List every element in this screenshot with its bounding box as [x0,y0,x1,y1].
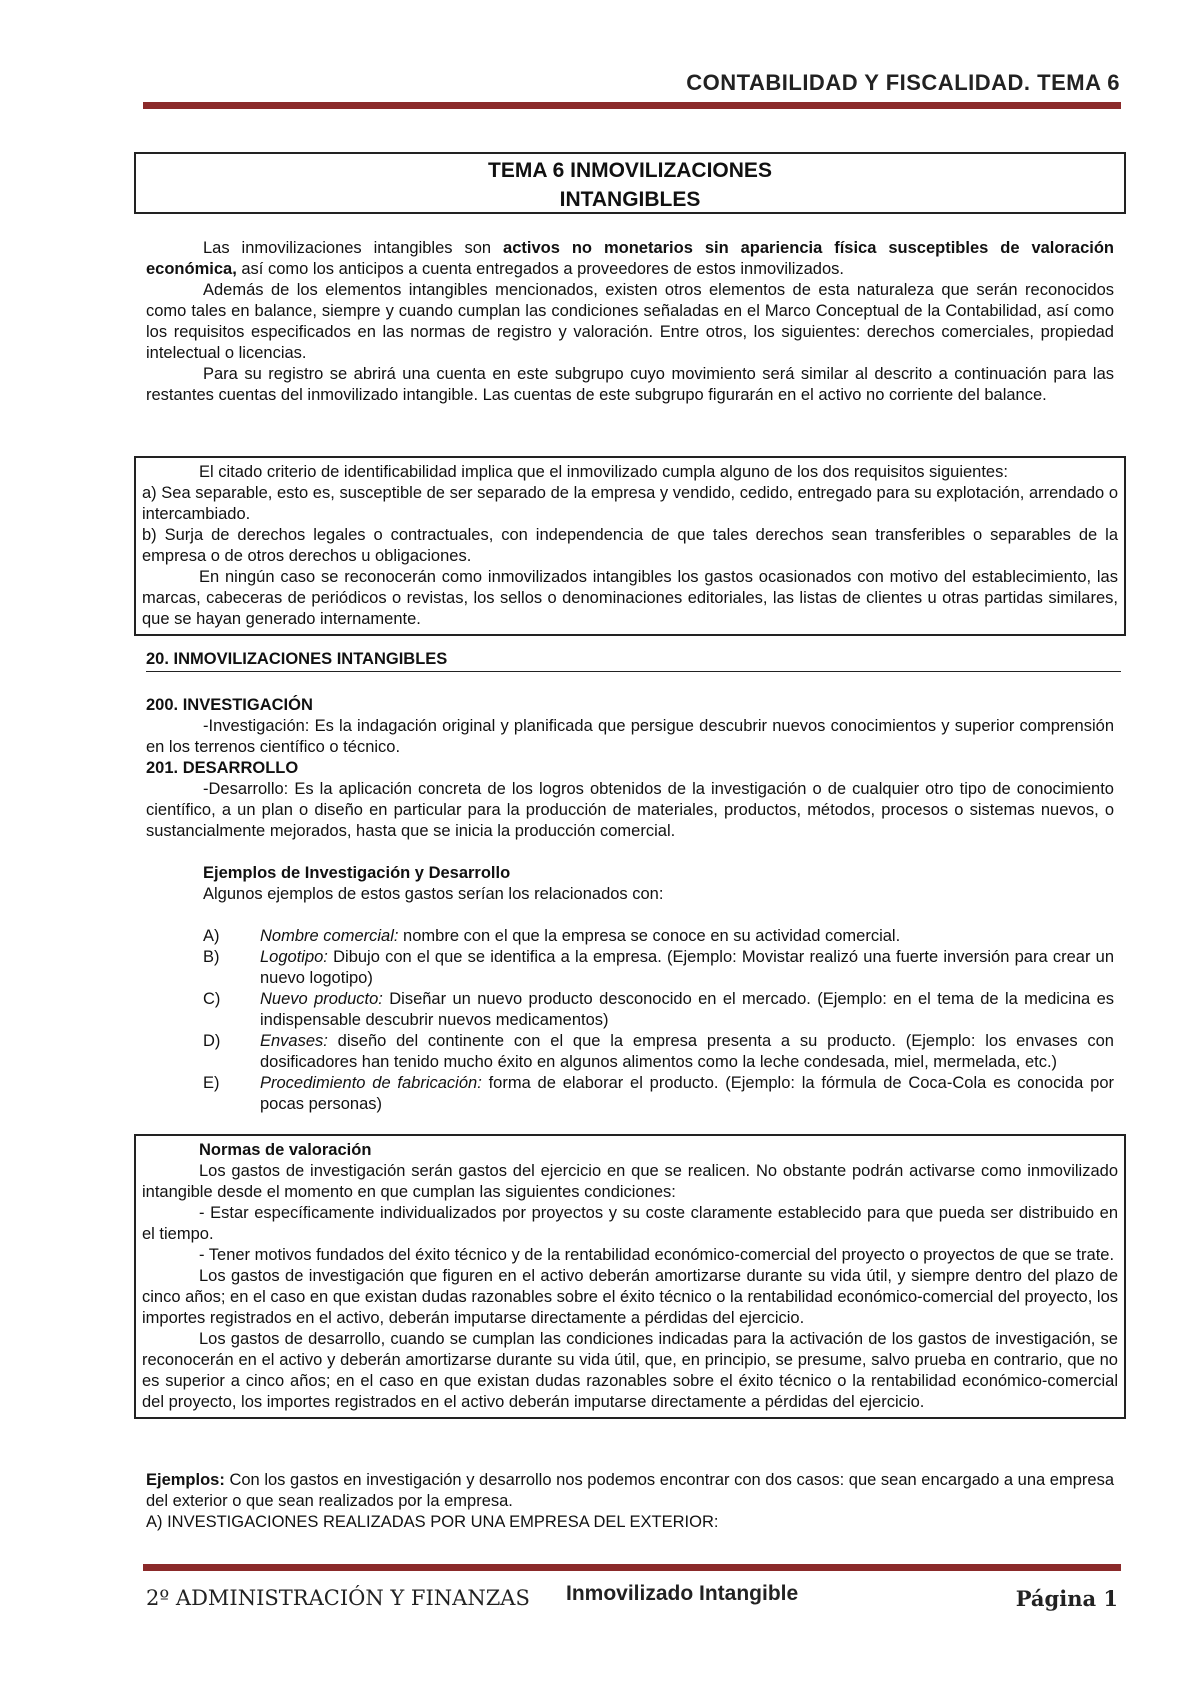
normas-p3: - Tener motivos fundados del éxito técnico y de la rentabilidad económico-comercial del proyecto o proyectos de que se trate. [199,1246,1115,1264]
investigacion-text: -Investigación: Es la indagación original y planificada que persigue descubrir nuevos conocimientos y superior comprensión en los terrenos científico o técnico. [146,717,1114,756]
footer-rule [143,1564,1121,1571]
list-item-letter: D) [203,1032,221,1050]
id-section [146,695,1114,1115]
list-item-letter: C) [203,990,221,1008]
normas-heading: Normas de valoración [199,1141,372,1159]
intro-p1-bold: activos no monetarios sin apariencia física susceptibles de valoración económica, [146,239,1114,278]
ejemplos-id-heading: Ejemplos de Investigación y Desarrollo [203,864,511,882]
ejemplos-final-text: Con los gastos en investigación y desarrollo nos podemos encontrar con dos casos: que sean encargado a una empresa del exterior o que sean realizados por la empresa. [146,1471,1114,1510]
list-item-text: nombre con el que la empresa se conoce en su actividad comercial. [398,927,901,945]
list-item [203,1073,1114,1115]
title-line-2: INTANGIBLES [559,188,701,211]
list-item-term: Nombre comercial: [260,927,399,945]
title-box [134,152,1126,214]
header-rule [143,102,1121,109]
criteria-p2: a) Sea separable, esto es, susceptible de ser separado de la empresa y vendido, cedido, entregado para su explotación, arrendado o intercambiado. [142,484,1118,523]
list-item-term: Envases: [260,1032,328,1050]
normas-p4: Los gastos de investigación que figuren en el activo deberán amortizarse durante su vida útil, y siempre dentro del plazo de cinco años; en el caso en que existan dudas razonables sobre el éxito técnico o la rentabilidad económico-comercial del proyecto, los importes registrados en el activo, deberán imputarse directamente a pérdidas del ejercicio. [142,1267,1118,1327]
list-item-text: Diseñar un nuevo producto desconocido en el mercado. (Ejemplo: en el tema de la medicina es indispensable descubrir nuevos medicamentos) [260,990,1115,1029]
criteria-box [134,456,1126,636]
list-item-term: Procedimiento de fabricación: [260,1074,482,1092]
ejemplos-id-list [146,926,1114,1115]
intro-section [146,238,1114,406]
ejemplos-final-line-a: A) INVESTIGACIONES REALIZADAS POR UNA EMPRESA DEL EXTERIOR: [146,1513,719,1531]
desarrollo-text: -Desarrollo: Es la aplicación concreta de los logros obtenidos de la investigación o de cualquier otro tipo de conocimiento científico, a un plan o diseño en particular para la producción de materiales, productos, métodos, procesos o sistemas nuevos, o sustancialmente mejorados, hasta que se inicia la producción comercial. [146,780,1114,840]
list-item [203,926,1114,947]
normas-p2: - Estar específicamente individualizados por proyectos y su coste claramente establecido para que pueda ser distribuido en el tiempo. [142,1204,1118,1243]
list-item-letter: E) [203,1074,220,1092]
ejemplos-final-label: Ejemplos: [146,1471,225,1489]
page-header-title: CONTABILIDAD Y FISCALIDAD. TEMA 6 [686,70,1120,95]
list-item [203,989,1114,1031]
criteria-p1: El citado criterio de identificabilidad implica que el inmovilizado cumpla alguno de los dos requisitos siguientes: [199,463,1008,481]
criteria-p3: b) Surja de derechos legales o contractuales, con independencia de que tales derechos sean transferibles o separables de la empresa o de otros derechos u obligaciones. [142,526,1118,565]
list-item-term: Nuevo producto: [260,990,383,1008]
footer-topic: Inmovilizado Intangible [566,1582,799,1605]
normas-p5: Los gastos de desarrollo, cuando se cumplan las condiciones indicadas para la activación de los gastos de investigación, se reconocerán en el activo y deberán amortizarse durante su vida útil, que, en principio, se presume, salvo prueba en contrario, que no es superior a cinco años; en el caso en que existan dudas razonables sobre el éxito técnico o la rentabilidad económico-comercial del proyecto, los importes registrados en el activo deberán imputarse directamente a pérdidas del ejercicio. [142,1330,1118,1411]
intro-paragraph-3: Para su registro se abrirá una cuenta en este subgrupo cuyo movimiento será similar al descrito a continuación para las restantes cuentas del inmovilizado intangible. Las cuentas de este subgrupo figurarán en el activo no corriente del balance. [146,365,1114,404]
desarrollo-heading: 201. DESARROLLO [146,759,299,777]
footer-course: 2º ADMINISTRACIÓN Y FINANZAS [146,1586,530,1610]
list-item [203,1031,1114,1073]
intro-paragraph-1 [146,238,1114,280]
section-heading: 20. INMOVILIZACIONES INTANGIBLES [146,650,1121,672]
list-item-letter: A) [203,927,220,945]
list-item-letter: B) [203,948,220,966]
intro-p1-text: Las inmovilizaciones intangibles son [203,239,504,257]
list-item-term: Logotipo: [260,948,328,966]
ejemplos-final-paragraph [146,1470,1114,1512]
normas-p1: Los gastos de investigación serán gastos del ejercicio en que se realicen. No obstante podrán activarse como inmovilizado intangible desde el momento en que cumplan las siguientes condiciones: [142,1162,1118,1201]
investigacion-heading: 200. INVESTIGACIÓN [146,696,313,714]
ejemplos-final-section [146,1470,1114,1533]
list-item-text: Dibujo con el que se identifica a la empresa. (Ejemplo: Movistar realizó una fuerte inversión para crear un nuevo logotipo) [260,948,1114,987]
list-item-text: forma de elaborar el producto. (Ejemplo: la fórmula de Coca-Cola es conocida por pocas personas) [260,1074,1114,1113]
list-item-text: diseño del continente con el que la empresa presenta a su producto. (Ejemplo: los envases con dosificadores han tenido mucho éxito en algunos alimentos como la leche condesada, miel, mermelada, etc.) [260,1032,1114,1071]
title-line-1: TEMA 6 INMOVILIZACIONES [488,159,772,182]
intro-paragraph-2: Además de los elementos intangibles mencionados, existen otros elementos de esta naturaleza que serán reconocidos como tales en balance, siempre y cuando cumplan las condiciones señaladas en el Marco Conceptual de la Contabilidad, así como los requisitos especificados en las normas de registro y valoración. Entre otros, los siguientes: derechos comerciales, propiedad intelectual o licencias. [146,281,1114,362]
normas-box [134,1134,1126,1419]
list-item [203,947,1114,989]
criteria-p4: En ningún caso se reconocerán como inmovilizados intangibles los gastos ocasionados con motivo del establecimiento, las marcas, cabeceras de periódicos o revistas, los sellos o denominaciones editoriales, las listas de clientes u otras partidas similares, que se hayan generado internamente. [142,568,1118,628]
intro-p1-tail: así como los anticipos a cuenta entregados a proveedores de estos inmovilizados. [236,260,844,278]
ejemplos-id-intro: Algunos ejemplos de estos gastos serían los relacionados con: [203,885,664,903]
footer-page-number: Página 1 [1015,1586,1118,1611]
